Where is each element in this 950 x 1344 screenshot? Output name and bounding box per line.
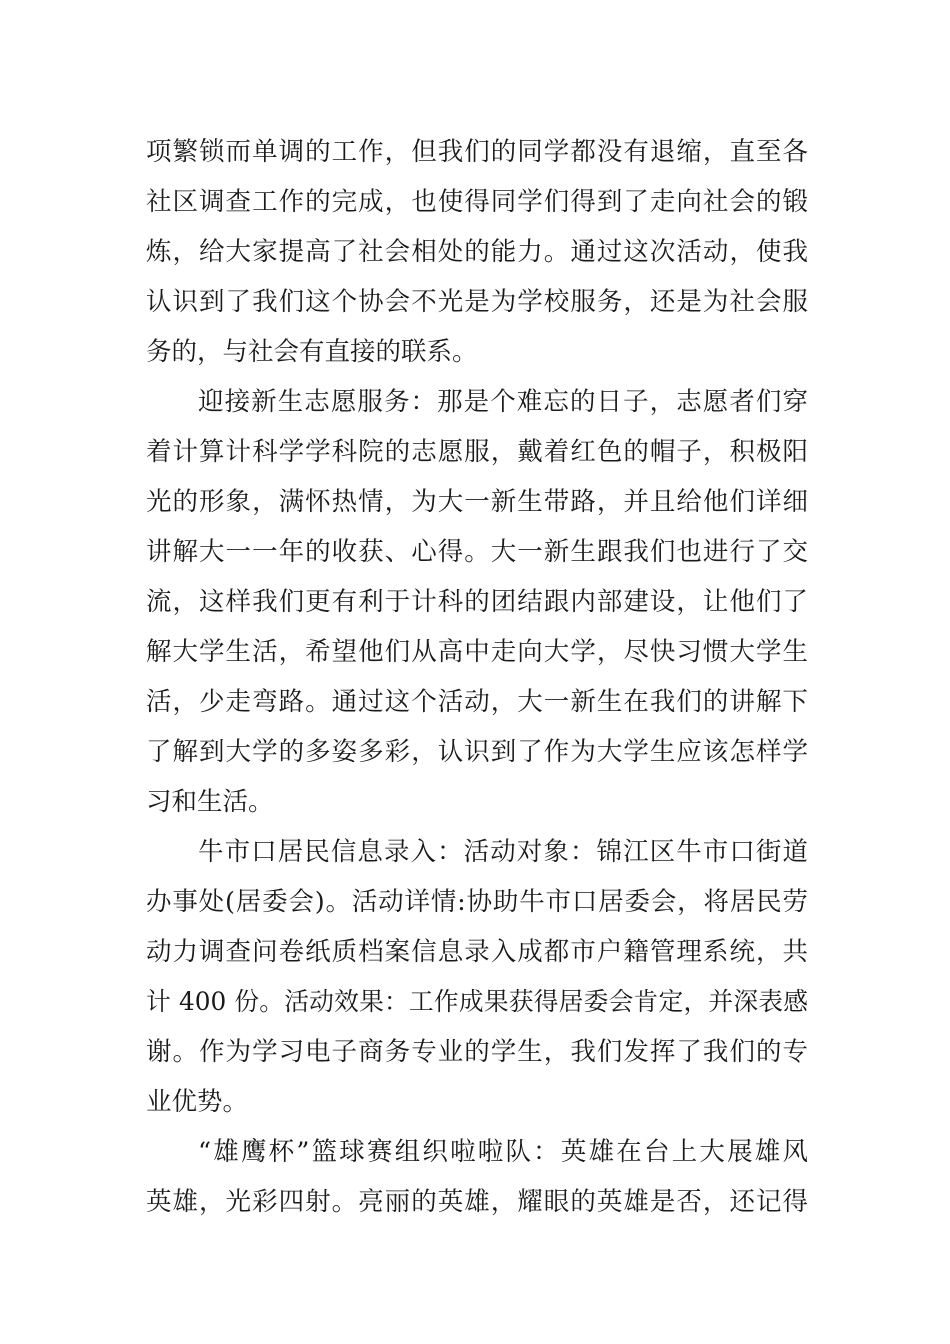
text-line: 习和生活。 (146, 787, 274, 817)
paragraph-resident-data-entry (146, 827, 808, 1127)
text-line: 解大学生活，希望他们从高中走向大学，尽快习惯大学生 (146, 637, 808, 667)
text-line: 炼，给大家提高了社会相处的能力。通过这次活动，使我 (146, 237, 808, 267)
text-line: 了解到大学的多姿多彩，认识到了作为大学生应该怎样学 (146, 737, 808, 767)
text-line: 活，少走弯路。通过这个活动，大一新生在我们的讲解下 (146, 687, 808, 717)
text-line: 社区调查工作的完成，也使得同学们得到了走向社会的锻 (146, 187, 808, 217)
text-line: 务的，与社会有直接的联系。 (146, 337, 478, 367)
text-line: 光的形象，满怀热情，为大一新生带路，并且给他们详细 (146, 487, 808, 517)
text-line: 迎接新生志愿服务：那是个难忘的日子，志愿者们穿 (198, 387, 808, 417)
document-body (146, 127, 808, 1227)
paragraph-basketball-cheerleading (146, 1127, 808, 1227)
text-line: 计 400 份。活动效果：工作成果获得居委会肯定，并深表感 (146, 987, 808, 1016)
text-line: 英雄，光彩四射。亮丽的英雄，耀眼的英雄是否，还记得 (146, 1187, 808, 1217)
text-line: 谢。作为学习电子商务专业的学生，我们发挥了我们的专 (146, 1037, 808, 1067)
text-line: 动力调查问卷纸质档案信息录入成都市户籍管理系统，共 (146, 937, 808, 967)
text-line: 办事处(居委会)。活动详情:协助牛市口居委会，将居民劳 (146, 887, 808, 917)
text-line: 讲解大一一年的收获、心得。大一新生跟我们也进行了交 (146, 537, 808, 567)
text-line: “雄鹰杯”篮球赛组织啦啦队：英雄在台上大展雄风 (198, 1137, 808, 1167)
paragraph-continuation (146, 127, 808, 377)
text-line: 流，这样我们更有利于计科的团结跟内部建设，让他们了 (146, 587, 808, 617)
text-line: 牛市口居民信息录入：活动对象：锦江区牛市口街道 (198, 837, 808, 867)
text-line: 认识到了我们这个协会不光是为学校服务，还是为社会服 (146, 287, 808, 317)
text-line: 着计算计科学学科院的志愿服，戴着红色的帽子，积极阳 (146, 437, 808, 467)
text-line: 业优势。 (146, 1087, 249, 1117)
text-line: 项繁锁而单调的工作，但我们的同学都没有退缩，直至各 (146, 137, 808, 167)
paragraph-new-student-volunteer (146, 377, 808, 827)
